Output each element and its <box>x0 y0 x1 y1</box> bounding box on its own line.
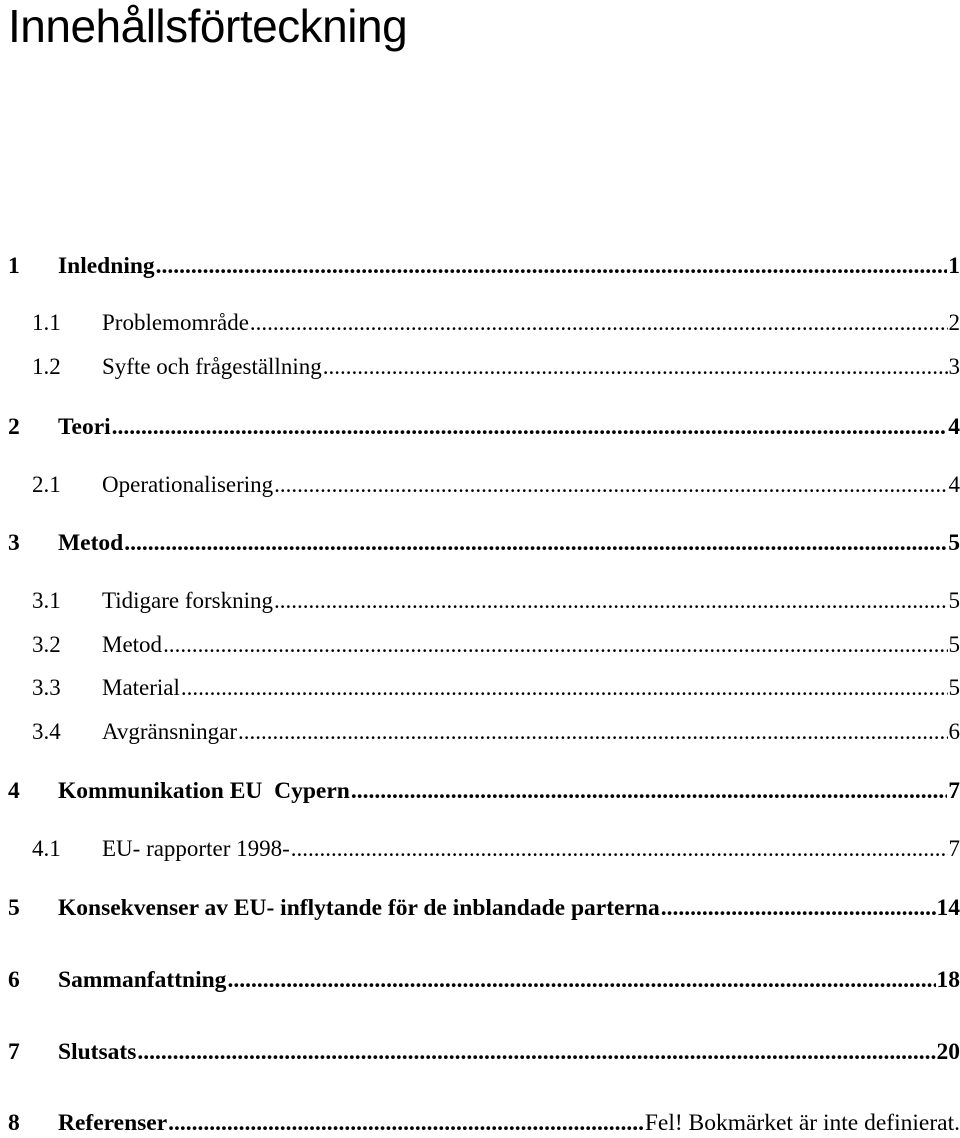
toc-entry-number: 3.2 <box>32 630 102 660</box>
toc-entry-number: 2 <box>8 412 58 442</box>
toc-entry-title: Material <box>102 673 180 703</box>
toc-entry[interactable] <box>8 352 960 382</box>
toc-entry-title: Metod <box>102 630 162 660</box>
toc-leader-dots <box>661 893 936 923</box>
toc-leader-dots <box>351 776 947 806</box>
toc-entry-page: 5 <box>949 586 960 616</box>
toc-leader-dots <box>137 1037 935 1067</box>
toc-entry-page: 4 <box>949 470 960 500</box>
toc-leader-dots <box>168 1108 644 1138</box>
toc-entry-number: 3.3 <box>32 673 102 703</box>
toc-entry-title: Referenser <box>58 1108 167 1138</box>
toc-entry-number: 1.2 <box>32 352 102 382</box>
toc-entry-title: Inledning <box>58 251 155 281</box>
toc-entry-page: Fel! Bokmärket är inte definierat. <box>645 1108 960 1138</box>
toc-entry[interactable] <box>8 776 960 806</box>
toc-leader-dots <box>124 528 947 558</box>
toc-entry-number: 1.1 <box>32 308 102 338</box>
toc-entry-title: Operationalisering <box>102 470 273 500</box>
toc-entry[interactable] <box>8 673 960 703</box>
toc-entry-number: 3 <box>8 528 58 558</box>
toc-entry-number: 2.1 <box>32 470 102 500</box>
page-title: Innehållsförteckning <box>8 0 407 52</box>
toc-entry-number: 5 <box>8 893 58 923</box>
toc-leader-dots <box>112 412 948 442</box>
toc-leader-dots <box>181 673 948 703</box>
toc-entry-title: Konsekvenser av EU- inflytande för de inblandade parterna <box>58 893 660 923</box>
toc-entry-number: 6 <box>8 965 58 995</box>
toc-entry[interactable] <box>8 412 960 442</box>
toc-entry[interactable] <box>8 893 960 923</box>
toc-entry-number: 4.1 <box>32 834 102 864</box>
toc-entry[interactable] <box>8 965 960 995</box>
toc-entry[interactable] <box>8 1037 960 1067</box>
toc-entry-title: Problemområde <box>102 308 249 338</box>
toc-leader-dots <box>323 352 948 382</box>
toc-entry-number: 3.4 <box>32 717 102 747</box>
toc-leader-dots <box>250 308 948 338</box>
toc-entry-title: Tidigare forskning <box>102 586 273 616</box>
toc-leader-dots <box>274 586 947 616</box>
toc-leader-dots <box>163 630 947 660</box>
toc-entry-page: 18 <box>937 965 960 995</box>
toc-entry-title: Sammanfattning <box>58 965 226 995</box>
toc-entry-page: 1 <box>948 251 960 281</box>
toc-entry-page: 14 <box>937 893 960 923</box>
toc-entry-page: 7 <box>949 834 960 864</box>
toc-entry-number: 8 <box>8 1108 58 1138</box>
toc-entry-page: 20 <box>937 1037 960 1067</box>
toc-entry-title: Kommunikation EU Cypern <box>58 776 350 806</box>
toc-entry-page: 4 <box>948 412 960 442</box>
toc-entry[interactable] <box>8 470 960 500</box>
toc-entry-title: Slutsats <box>58 1037 136 1067</box>
toc-entry[interactable] <box>8 528 960 558</box>
toc-entry[interactable] <box>8 630 960 660</box>
toc-entry-number: 3.1 <box>32 586 102 616</box>
toc-leader-dots <box>156 251 948 281</box>
toc-entry-title: Avgränsningar <box>102 717 237 747</box>
toc-entry-page: 3 <box>949 352 960 382</box>
toc-entry-title: Metod <box>58 528 123 558</box>
toc-entry[interactable] <box>8 308 960 338</box>
toc-entry[interactable] <box>8 251 960 281</box>
toc-entry[interactable] <box>8 1108 960 1138</box>
toc-leader-dots <box>274 470 947 500</box>
toc-leader-dots <box>291 834 948 864</box>
toc-leader-dots <box>238 717 948 747</box>
toc-entry[interactable] <box>8 586 960 616</box>
toc-entry-page: 5 <box>948 528 960 558</box>
toc-entry-page: 5 <box>949 630 960 660</box>
toc-entry-number: 4 <box>8 776 58 806</box>
toc-entry-page: 2 <box>949 308 960 338</box>
toc-entry-number: 1 <box>8 251 58 281</box>
toc-entry-title: Teori <box>58 412 111 442</box>
toc-entry-title: Syfte och frågeställning <box>102 352 322 382</box>
toc-entry-number: 7 <box>8 1037 58 1067</box>
toc-entry-page: 5 <box>949 673 960 703</box>
toc-entry-title: EU- rapporter 1998- <box>102 834 290 864</box>
toc-leader-dots <box>227 965 935 995</box>
toc-entry-page: 6 <box>949 717 960 747</box>
toc-entry-page: 7 <box>948 776 960 806</box>
toc-entry[interactable] <box>8 717 960 747</box>
toc-entry[interactable] <box>8 834 960 864</box>
